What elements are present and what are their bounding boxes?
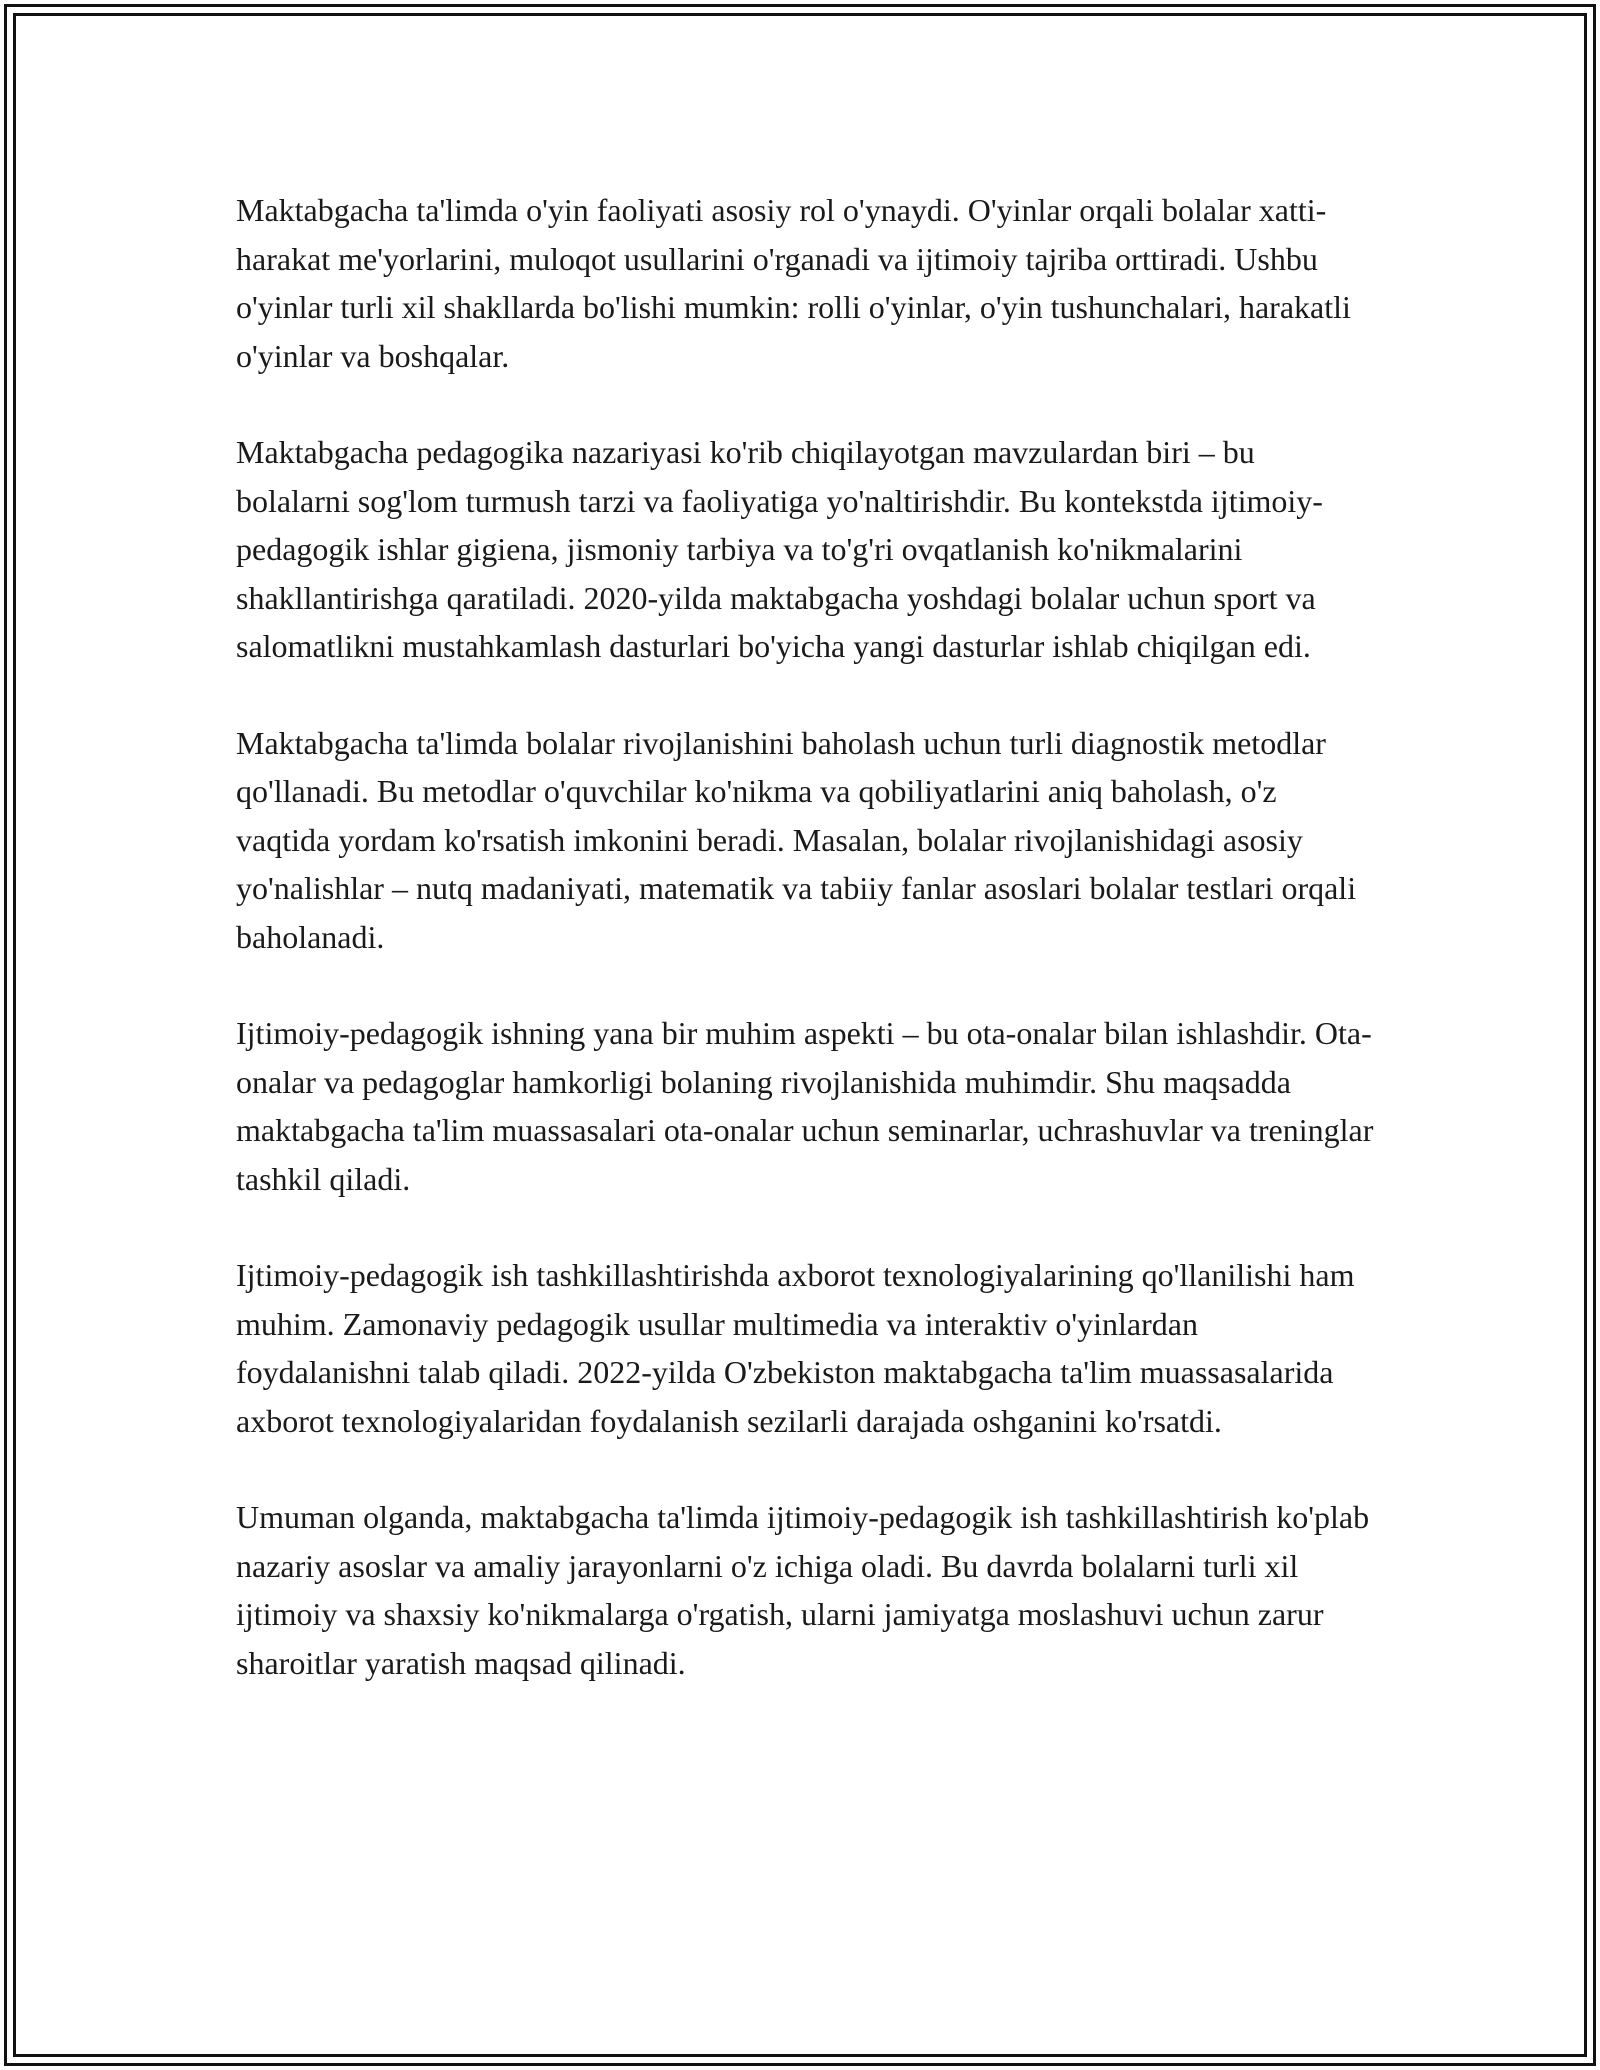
paragraph-6: Umuman olganda, maktabgacha ta'limda ijtimoiy-pedagogik ish tashkillashtirish ko'plab nazariy asoslar va amaliy jarayonlarni o'z ichiga oladi. Bu davrda bolalarni turli xil ijtimoiy va shaxsiy ko'nikmalarga o'rgatish, ularni jamiyatga moslashuvi uchun zarur sharoitlar yaratish maqsad qilinadi. <box>236 1499 1370 1681</box>
paragraph-5: Ijtimoiy-pedagogik ish tashkillashtirishda axborot texnologiyalarining qo'llanilishi ham muhim. Zamonaviy pedagogik usullar multimedia va interaktiv o'yinlardan foydalanishni talab qiladi. 2022-yilda O'zbekiston maktabgacha ta'lim muassasalarida axborot texnologiyalaridan foydalanish sezilarli darajada oshganini ko'rsatdi. <box>236 1257 1355 1439</box>
paragraph-1: Maktabgacha ta'limda o'yin faoliyati asosiy rol o'ynaydi. O'yinlar orqali bolalar xatti-harakat me'yorlarini, muloqot usullarini o'rganadi va ijtimoiy tajriba orttiradi. Ushbu o'yinlar turli xil shakllarda bo'lishi mumkin: rolli o'yinlar, o'yin tushunchalari, harakatli o'yinlar va boshqalar. <box>236 192 1351 374</box>
paragraph-3: Maktabgacha ta'limda bolalar rivojlanishini baholash uchun turli diagnostik metodlar qo'llanadi. Bu metodlar o'quvchilar ko'nikma va qobiliyatlarini aniq baholash, o'z vaqtida yordam ko'rsatish imkonini beradi. Masalan, bolalar rivojlanishidagi asosiy yo'nalishlar – nutq madaniyati, matematik va tabiiy fanlar asoslari bolalar testlari orqali baholanadi. <box>236 724 1357 955</box>
paragraph-2: Maktabgacha pedagogika nazariyasi ko'rib chiqilayotgan mavzulardan biri – bu bolalarni sog'lom turmush tarzi va faoliyatiga yo'naltirishdir. Bu kontekstda ijtimoiy-pedagogik ishlar gigiena, jismoniy tarbiya va to'g'ri ovqatlanish ko'nikmalarini shakllantirishga qaratiladi. 2020-yilda maktabgacha yoshdagi bolalar uchun sport va salomatlikni mustahkamlash dasturlari bo'yicha yangi dasturlar ishlab chiqilgan edi. <box>236 434 1323 664</box>
document-body <box>236 186 1376 1687</box>
paragraph-4: Ijtimoiy-pedagogik ishning yana bir muhim aspekti – bu ota-onalar bilan ishlashdir. Ota-onalar va pedagoglar hamkorligi bolaning rivojlanishida muhimdir. Shu maqsadda maktabgacha ta'lim muassasalari ota-onalar uchun seminarlar, uchrashuvlar va treninglar tashkil qiladi. <box>236 1015 1374 1197</box>
